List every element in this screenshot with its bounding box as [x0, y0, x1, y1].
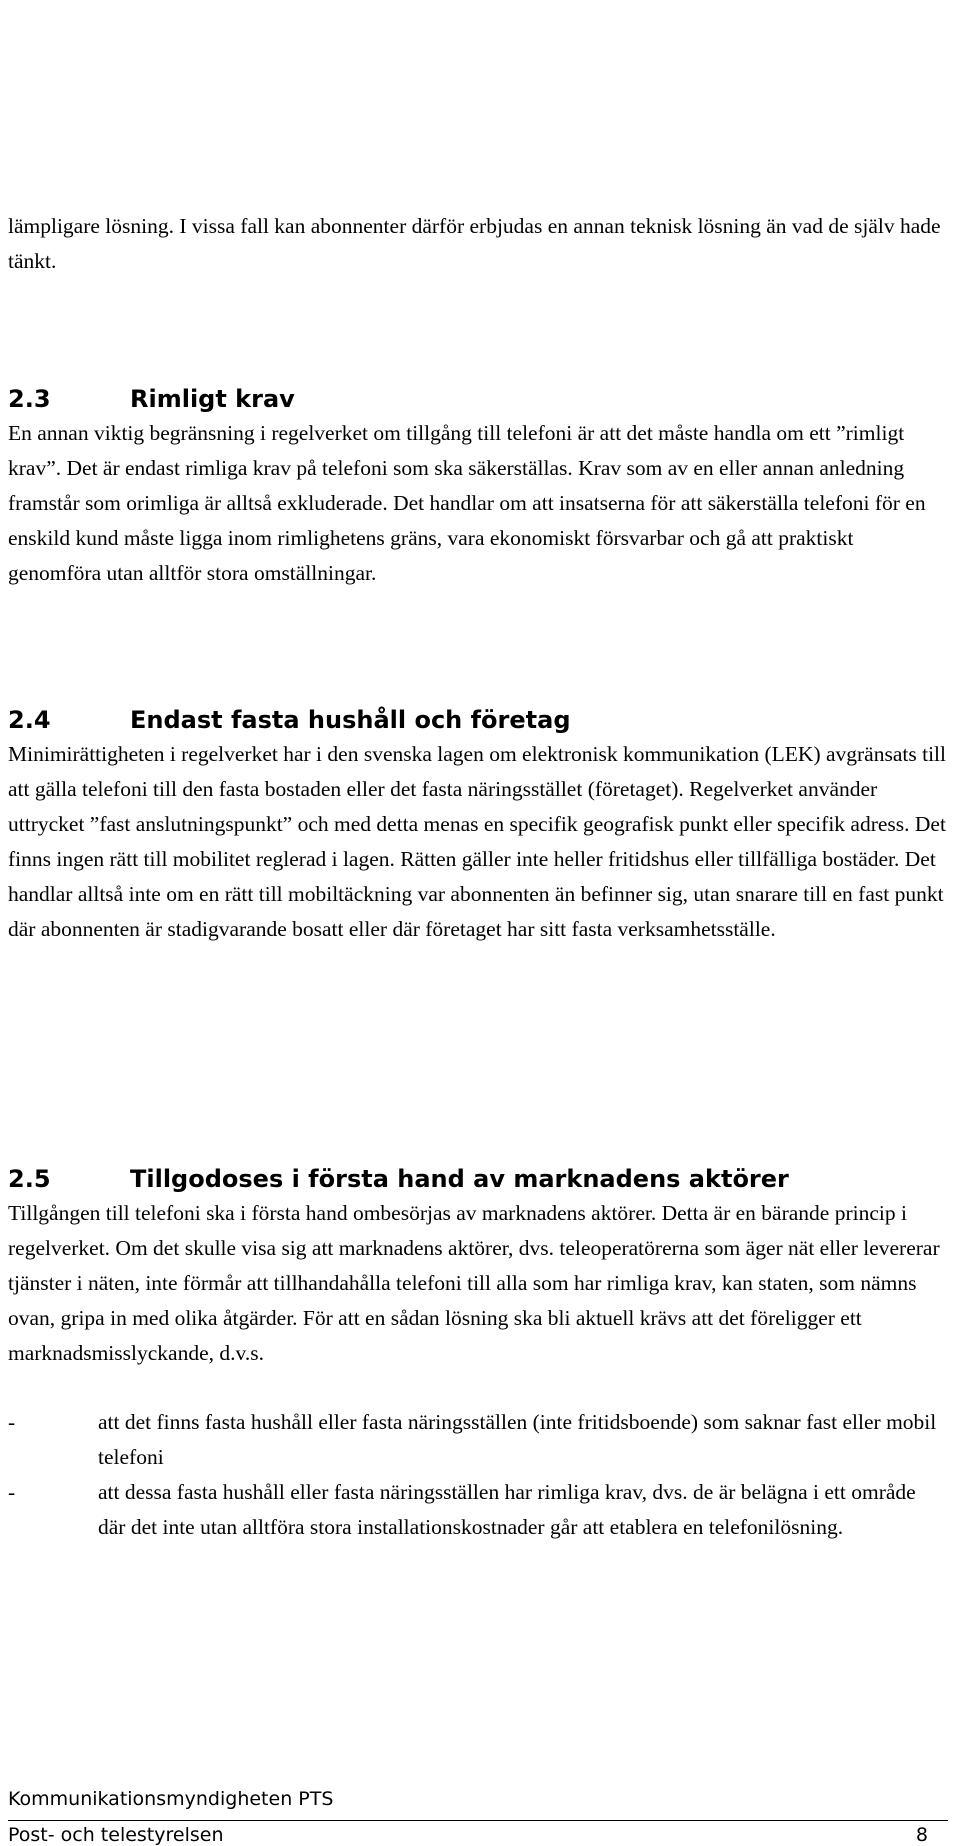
section-2-3 — [8, 382, 948, 591]
section-heading — [8, 382, 948, 416]
intro-paragraph: lämpligare lösning. I vissa fall kan abonnenter därför erbjudas en annan teknisk lösning än vad de själv hade tänkt. — [8, 214, 941, 273]
section-heading — [8, 1162, 948, 1196]
section-2-5 — [8, 1162, 948, 1545]
section-2-4 — [8, 703, 948, 947]
page-number: 8 — [915, 1824, 928, 1846]
footer-agency-name: Post- och telestyrelsen — [8, 1824, 224, 1846]
section-title: Rimligt krav — [130, 385, 295, 413]
page-footer — [8, 1824, 928, 1846]
section-number: 2.5 — [8, 1165, 51, 1193]
list-item-text: att dessa fasta hushåll eller fasta näringsställen har rimliga krav, dvs. de är belägna i ett område där det inte utan alltföra stora installationskostnader går att etablera en telefonilösning. — [98, 1480, 916, 1539]
footer-organization: Kommunikationsmyndigheten PTS — [8, 1788, 334, 1810]
section-heading — [8, 703, 948, 737]
section-number: 2.3 — [8, 385, 51, 413]
section-number: 2.4 — [8, 706, 51, 734]
list-marker: - — [8, 1480, 16, 1504]
list-item — [8, 1405, 948, 1475]
list-item — [8, 1475, 948, 1545]
section-title: Endast fasta hushåll och företag — [130, 706, 571, 734]
section-paragraph: Tillgången till telefoni ska i första hand ombesörjas av marknadens aktörer. Detta är en bärande princip i regelverket. Om det skulle visa sig att marknadens aktörer, dvs. teleoperatörerna som äger nät eller levererar tjänster i näten, inte förmår att tillhandahålla telefoni till alla som har rimliga krav, kan staten, som nämns ovan, gripa in med olika åtgärder. För att en sådan lösning ska bli aktuell krävs att det föreligger ett marknadsmisslyckande, d.v.s. — [8, 1201, 940, 1365]
list-item-text: att det finns fasta hushåll eller fasta näringsställen (inte fritidsboende) som saknar fast eller mobil telefoni — [98, 1410, 937, 1469]
section-paragraph: Minimirättigheten i regelverket har i den svenska lagen om elektronisk kommunikation (LEK) avgränsats till att gälla telefoni till den fasta bostaden eller det fasta näringsstället (företaget). Regelverket använder uttrycket ”fast anslutningspunkt” och med detta menas en specifik geografisk punkt eller specifik adress. Det finns ingen rätt till mobilitet reglerad i lagen. Rätten gäller inte heller fritidshus eller tillfälliga bostäder. Det handlar alltså inte om en rätt till mobiltäckning var abonnenten än befinner sig, utan snarare till en fast punkt där abonnenten är stadigvarande bosatt eller där företaget har sitt fasta verksamhetsställe. — [8, 742, 946, 941]
section-title: Tillgodoses i första hand av marknadens aktörer — [130, 1165, 789, 1193]
footer-divider — [8, 1820, 948, 1821]
list-marker: - — [8, 1410, 16, 1434]
dash-list — [8, 1405, 948, 1545]
section-paragraph: En annan viktig begränsning i regelverket om tillgång till telefoni är att det måste handla om ett ”rimligt krav”. Det är endast rimliga krav på telefoni som ska säkerställas. Krav som av en eller annan anledning framstår som orimliga är alltså exkluderade. Det handlar om att insatserna för att säkerställa telefoni för en enskild kund måste ligga inom rimlighetens gräns, vara ekonomiskt försvarbar och gå att praktiskt genomföra utan alltför stora omställningar. — [8, 421, 926, 585]
